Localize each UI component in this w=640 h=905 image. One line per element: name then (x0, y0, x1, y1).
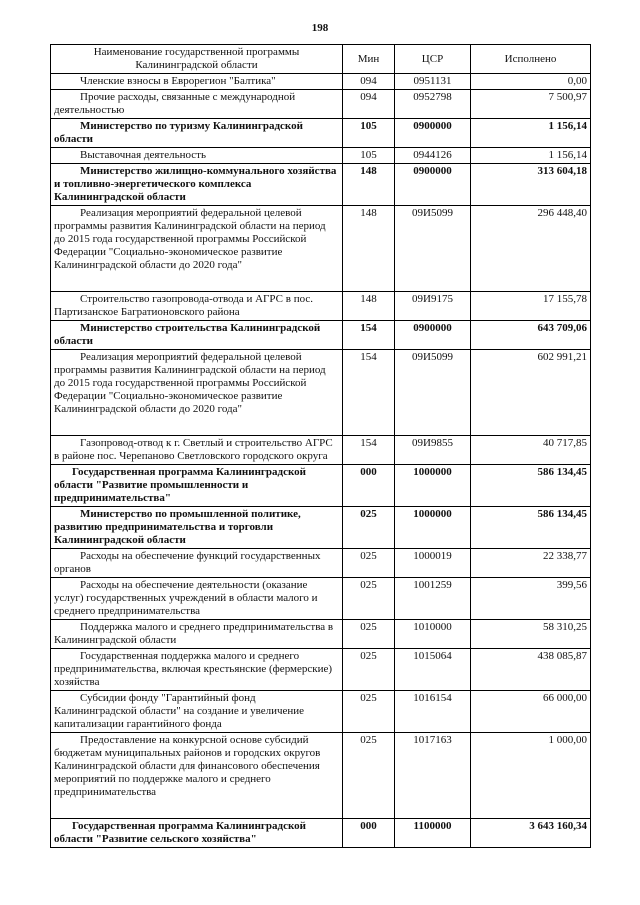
row-min: 148 (343, 206, 395, 292)
page-number: 198 (311, 22, 329, 34)
header-csr: ЦСР (395, 45, 471, 74)
row-min: 000 (343, 819, 395, 848)
row-min: 025 (343, 578, 395, 620)
row-min: 025 (343, 620, 395, 649)
table-header-row (51, 45, 591, 74)
table-row (51, 620, 591, 649)
row-csr: 09И5099 (395, 350, 471, 436)
row-csr: 09И9175 (395, 292, 471, 321)
table-row (51, 350, 591, 436)
row-name: Расходы на обеспечение функций государственных органов (51, 549, 343, 578)
row-name: Газопровод-отвод к г. Светлый и строительство АГРС в районе пос. Черепаново Светловского городского округа (51, 436, 343, 465)
row-amount: 586 134,45 (471, 507, 591, 549)
table-row (51, 733, 591, 819)
row-csr: 09И9855 (395, 436, 471, 465)
row-amount: 1 156,14 (471, 119, 591, 148)
row-min: 148 (343, 292, 395, 321)
row-amount: 17 155,78 (471, 292, 591, 321)
row-amount: 3 643 160,34 (471, 819, 591, 848)
row-csr: 1016154 (395, 691, 471, 733)
row-name: Членские взносы в Еврорегион "Балтика" (51, 74, 343, 90)
row-min: 025 (343, 549, 395, 578)
table-row (51, 819, 591, 848)
row-csr: 0952798 (395, 90, 471, 119)
row-csr: 0900000 (395, 321, 471, 350)
table-row (51, 549, 591, 578)
row-name: Реализация мероприятий федеральной целевой программы развития Калининградской области на период до 2015 года государственной программы Российской Федерации "Социально-экономическое развитие Калининградской области до 2020 года" (51, 350, 343, 436)
row-amount: 438 085,87 (471, 649, 591, 691)
row-name: Государственная поддержка малого и среднего предпринимательства, включая крестьянские (фермерские) хозяйства (51, 649, 343, 691)
table-row (51, 206, 591, 292)
row-amount: 586 134,45 (471, 465, 591, 507)
row-name: Субсидии фонду "Гарантийный фонд Калининградской области" на создание и увеличение капитализации гарантийного фонда (51, 691, 343, 733)
table-row (51, 691, 591, 733)
row-csr: 0951131 (395, 74, 471, 90)
table-row (51, 148, 591, 164)
row-name: Выставочная деятельность (51, 148, 343, 164)
row-amount: 66 000,00 (471, 691, 591, 733)
row-min: 148 (343, 164, 395, 206)
row-name: Министерство строительства Калининградской области (51, 321, 343, 350)
row-min: 154 (343, 436, 395, 465)
row-amount: 22 338,77 (471, 549, 591, 578)
row-csr: 1000019 (395, 549, 471, 578)
row-min: 025 (343, 691, 395, 733)
row-name: Поддержка малого и среднего предпринимательства в Калининградской области (51, 620, 343, 649)
header-min: Мин (343, 45, 395, 74)
row-name: Министерство по промышленной политике, развитию предпринимательства и торговли Калининградской области (51, 507, 343, 549)
row-amount: 0,00 (471, 74, 591, 90)
row-amount: 313 604,18 (471, 164, 591, 206)
table-row (51, 74, 591, 90)
row-amount: 296 448,40 (471, 206, 591, 292)
table-row (51, 90, 591, 119)
row-name: Прочие расходы, связанные с международной деятельностью (51, 90, 343, 119)
row-csr: 1000000 (395, 507, 471, 549)
table-row (51, 164, 591, 206)
row-amount: 1 000,00 (471, 733, 591, 819)
row-csr: 09И5099 (395, 206, 471, 292)
row-min: 025 (343, 507, 395, 549)
row-min: 105 (343, 148, 395, 164)
table-row (51, 649, 591, 691)
table-row (51, 119, 591, 148)
table-row (51, 465, 591, 507)
row-csr: 0944126 (395, 148, 471, 164)
row-name: Предоставление на конкурсной основе субсидий бюджетам муниципальных районов и городских округов Калининградской области для финансового обеспечения мероприятий по поддержке малого и среднего предпринимательства (51, 733, 343, 819)
row-csr: 1010000 (395, 620, 471, 649)
row-amount: 399,56 (471, 578, 591, 620)
table-row (51, 507, 591, 549)
row-min: 025 (343, 649, 395, 691)
row-csr: 1017163 (395, 733, 471, 819)
budget-execution-table (50, 44, 591, 848)
table-row (51, 292, 591, 321)
row-min: 105 (343, 119, 395, 148)
table-row (51, 436, 591, 465)
table-row (51, 321, 591, 350)
row-amount: 40 717,85 (471, 436, 591, 465)
row-amount: 7 500,97 (471, 90, 591, 119)
row-amount: 58 310,25 (471, 620, 591, 649)
row-min: 000 (343, 465, 395, 507)
row-name: Строительство газопровода-отвода и АГРС в пос. Партизанское Багратионовского района (51, 292, 343, 321)
row-name: Государственная программа Калининградской области "Развитие сельского хозяйства" (51, 819, 343, 848)
row-csr: 0900000 (395, 119, 471, 148)
row-min: 025 (343, 733, 395, 819)
table-row (51, 578, 591, 620)
row-name: Министерство жилищно-коммунального хозяйства и топливно-энергетического комплекса Калининградской области (51, 164, 343, 206)
row-min: 094 (343, 90, 395, 119)
row-min: 094 (343, 74, 395, 90)
row-min: 154 (343, 321, 395, 350)
row-csr: 1100000 (395, 819, 471, 848)
row-amount: 643 709,06 (471, 321, 591, 350)
row-csr: 1015064 (395, 649, 471, 691)
row-amount: 602 991,21 (471, 350, 591, 436)
row-name: Министерство по туризму Калининградской области (51, 119, 343, 148)
row-name: Расходы на обеспечение деятельности (оказание услуг) государственных учреждений в области малого и среднего предпринимательства (51, 578, 343, 620)
header-done: Исполнено (471, 45, 591, 74)
row-name: Реализация мероприятий федеральной целевой программы развития Калининградской области на период до 2015 года государственной программы Российской Федерации "Социально-экономическое развитие Калининградской области до 2020 года" (51, 206, 343, 292)
row-amount: 1 156,14 (471, 148, 591, 164)
row-csr: 1000000 (395, 465, 471, 507)
row-csr: 0900000 (395, 164, 471, 206)
row-csr: 1001259 (395, 578, 471, 620)
row-name: Государственная программа Калининградской области "Развитие промышленности и предпринимательства" (51, 465, 343, 507)
row-min: 154 (343, 350, 395, 436)
header-name: Наименование государственной программы Калининградской области (51, 45, 343, 74)
